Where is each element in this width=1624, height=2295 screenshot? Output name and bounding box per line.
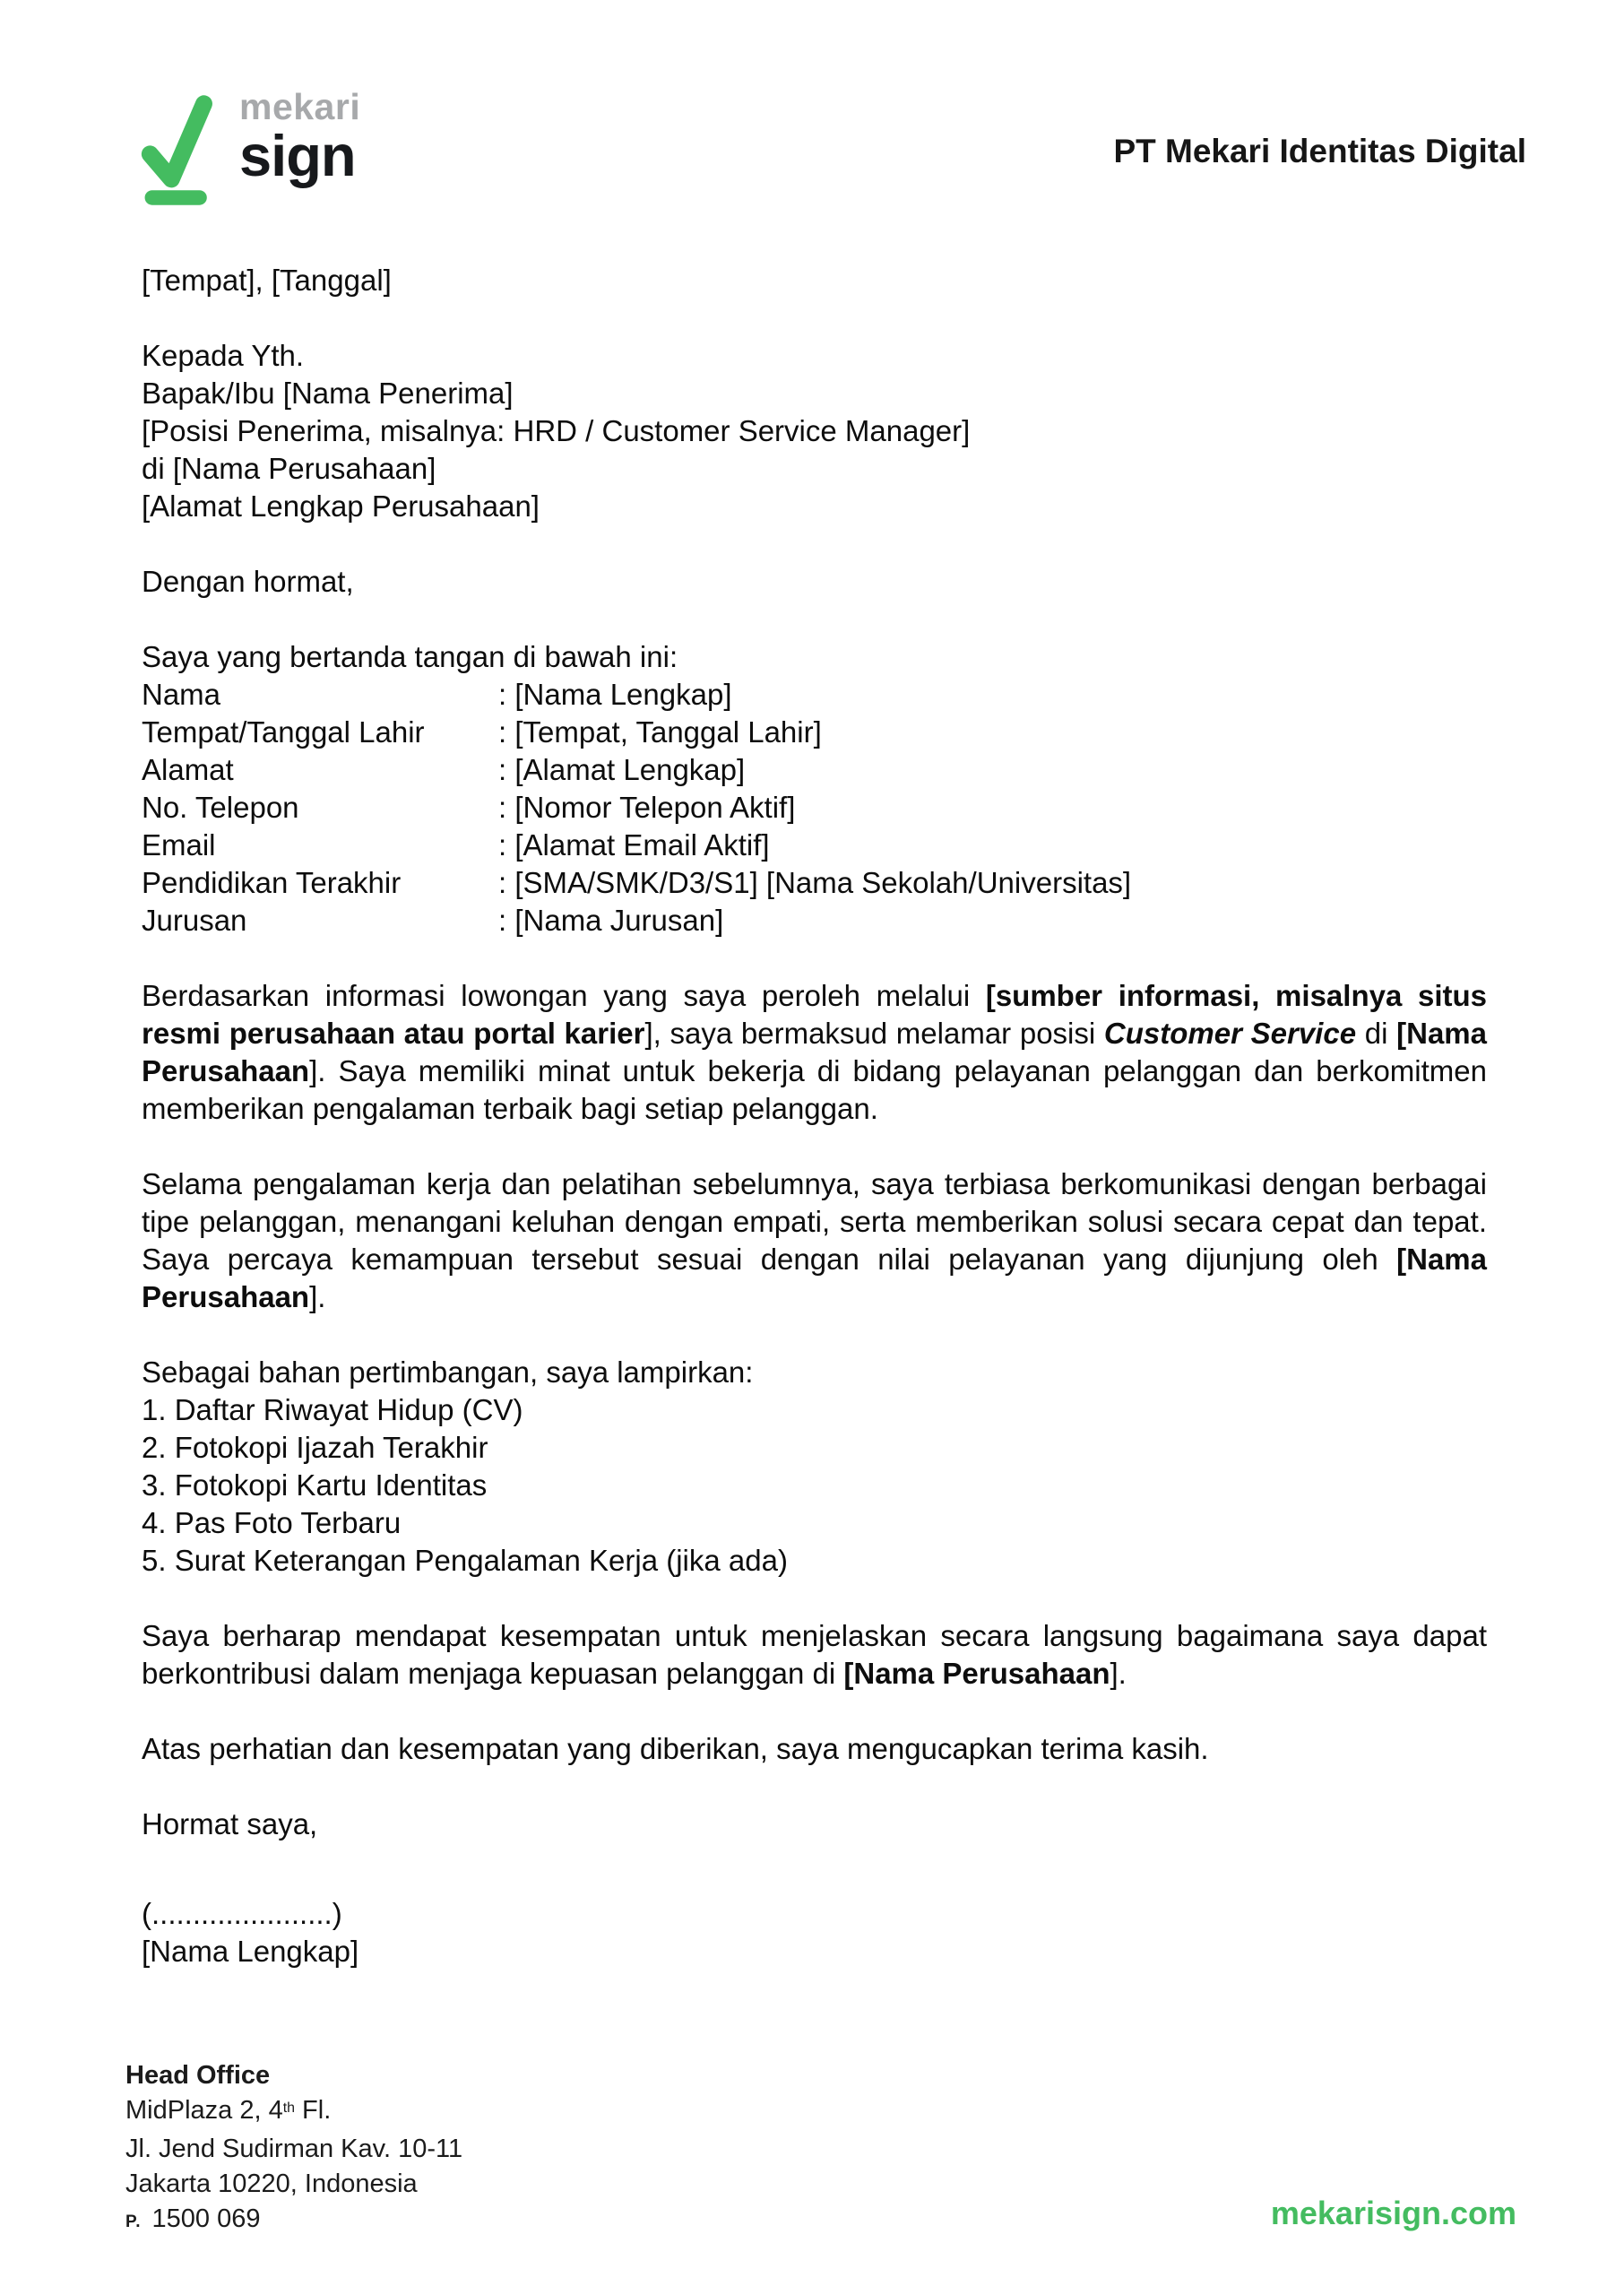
closing-line: Atas perhatian dan kesempatan yang diberikan, saya mengucapkan terima kasih. (142, 1732, 1209, 1765)
detail-row (142, 827, 1487, 864)
detail-label: Tempat/Tanggal Lahir (142, 715, 425, 749)
text-run: ]. Saya memiliki minat untuk bekerja di bidang pelayanan pelanggan dan berkomitmen memberikan pengalaman terbaik bagi setiap pelanggan. (142, 1054, 1487, 1125)
recipient-line: Kepada Yth. (142, 339, 305, 372)
detail-row (142, 751, 1487, 789)
text-run: Selama pengalaman kerja dan pelatihan sebelumnya, saya terbiasa berkomunikasi dengan berbagai tipe pelanggan, menangani keluhan dengan empati, serta memberikan solusi secara cepat dan tepat. Saya percaya kemampuan tersebut sesuai dengan nilai pelayanan yang dijunjung oleh (142, 1167, 1487, 1276)
signature-dots: (......................) (142, 1897, 342, 1930)
detail-label: No. Telepon (142, 791, 299, 824)
logo-word-sign: sign (239, 123, 356, 188)
text-run: MidPlaza 2, 4 (125, 2096, 283, 2125)
detail-row (142, 864, 1487, 902)
attachment-item: 3. Fotokopi Kartu Identitas (142, 1468, 488, 1502)
letter-body (142, 262, 1487, 1970)
detail-value: : [Alamat Email Aktif] (498, 828, 770, 862)
phone-label: P. (125, 2213, 142, 2231)
detail-label: Alamat (142, 753, 234, 786)
detail-value: : [Nama Lengkap] (498, 678, 732, 711)
detail-row (142, 789, 1487, 827)
mekari-check-icon (139, 86, 214, 208)
salutation: Dengan hormat, (142, 565, 354, 598)
text-run-bold: [Nama Perusahaan (142, 1017, 1487, 1087)
logo-wordmark (239, 86, 361, 188)
detail-label: Pendidikan Terakhir (142, 866, 402, 899)
footer-address-block (125, 2058, 462, 2239)
detail-row (142, 902, 1487, 940)
paragraph-experience (142, 1165, 1487, 1316)
recipient-line: [Posisi Penerima, misalnya: HRD / Customer Service Manager] (142, 414, 971, 447)
detail-label: Nama (142, 678, 221, 711)
recipient-line: [Alamat Lengkap Perusahaan] (142, 489, 540, 523)
detail-value: : [Nama Jurusan] (498, 904, 724, 937)
text-run-bold-italic: Customer Service (1103, 1017, 1357, 1050)
footer-office-title: Head Office (125, 2061, 271, 2090)
recipient-block (142, 337, 1487, 525)
text-run-bold: [sumber informasi, misalnya situs resmi perusahaan atau portal karier (142, 979, 1487, 1050)
text-run-bold: [Nama Perusahaan (843, 1657, 1110, 1690)
details-intro: Saya yang bertanda tangan di bawah ini: (142, 640, 678, 673)
recipient-line: Bapak/Ibu [Nama Penerima] (142, 377, 514, 410)
place-date-line: [Tempat], [Tanggal] (142, 264, 392, 297)
signoff-line: Hormat saya, (142, 1807, 318, 1840)
attachments-intro: Sebagai bahan pertimbangan, saya lampirkan: (142, 1355, 754, 1389)
text-run: ]. (1110, 1657, 1127, 1690)
logo-word-mekari: mekari (239, 86, 361, 127)
website-link[interactable]: mekarisign.com (1270, 2195, 1516, 2231)
text-run-bold: [Nama Perusahaan (142, 1243, 1487, 1313)
text-run: Berdasarkan informasi lowongan yang saya peroleh melalui (142, 979, 986, 1012)
attachment-item: 2. Fotokopi Ijazah Terakhir (142, 1431, 488, 1464)
attachments-block (142, 1354, 1487, 1580)
text-run: ], saya bermaksud melamar posisi (644, 1017, 1104, 1050)
recipient-line: di [Nama Perusahaan] (142, 452, 436, 485)
company-name: PT Mekari Identitas Digital (1113, 133, 1526, 169)
text-run: ]. (309, 1280, 326, 1313)
footer-address-line-2: Jl. Jend Sudirman Kav. 10-11 (125, 2135, 463, 2163)
detail-label: Jurusan (142, 904, 247, 937)
mekari-sign-logo (139, 86, 360, 208)
text-run: Fl. (295, 2096, 332, 2125)
detail-value: : [Tempat, Tanggal Lahir] (498, 715, 822, 749)
detail-value: : [Alamat Lengkap] (498, 753, 746, 786)
detail-value: : [Nomor Telepon Aktif] (498, 791, 796, 824)
paragraph-hope (142, 1617, 1487, 1693)
text-run: di (1356, 1017, 1397, 1050)
detail-row (142, 676, 1487, 714)
paragraph-application (142, 977, 1487, 1128)
footer-address-line-3: Jakarta 10220, Indonesia (125, 2169, 418, 2198)
signature-name: [Nama Lengkap] (142, 1935, 359, 1968)
attachment-item: 1. Daftar Riwayat Hidup (CV) (142, 1393, 523, 1426)
signature-block (142, 1895, 1487, 1970)
detail-label: Email (142, 828, 216, 862)
detail-row (142, 714, 1487, 751)
attachment-item: 5. Surat Keterangan Pengalaman Kerja (jika ada) (142, 1544, 788, 1577)
footer-phone-line (125, 2202, 462, 2239)
text-run: Saya berharap mendapat kesempatan untuk menjelaskan secara langsung bagaimana saya dapat berkontribusi dalam menjaga kepuasan pelanggan di (142, 1619, 1487, 1690)
personal-details-block (142, 638, 1487, 940)
detail-value: : [SMA/SMK/D3/S1] [Nama Sekolah/Universitas] (498, 866, 1132, 899)
superscript-th: th (282, 2100, 295, 2116)
footer-address-line-1 (125, 2093, 462, 2132)
attachment-item: 4. Pas Foto Terbaru (142, 1506, 402, 1539)
phone-number: 1500 069 (151, 2204, 261, 2233)
